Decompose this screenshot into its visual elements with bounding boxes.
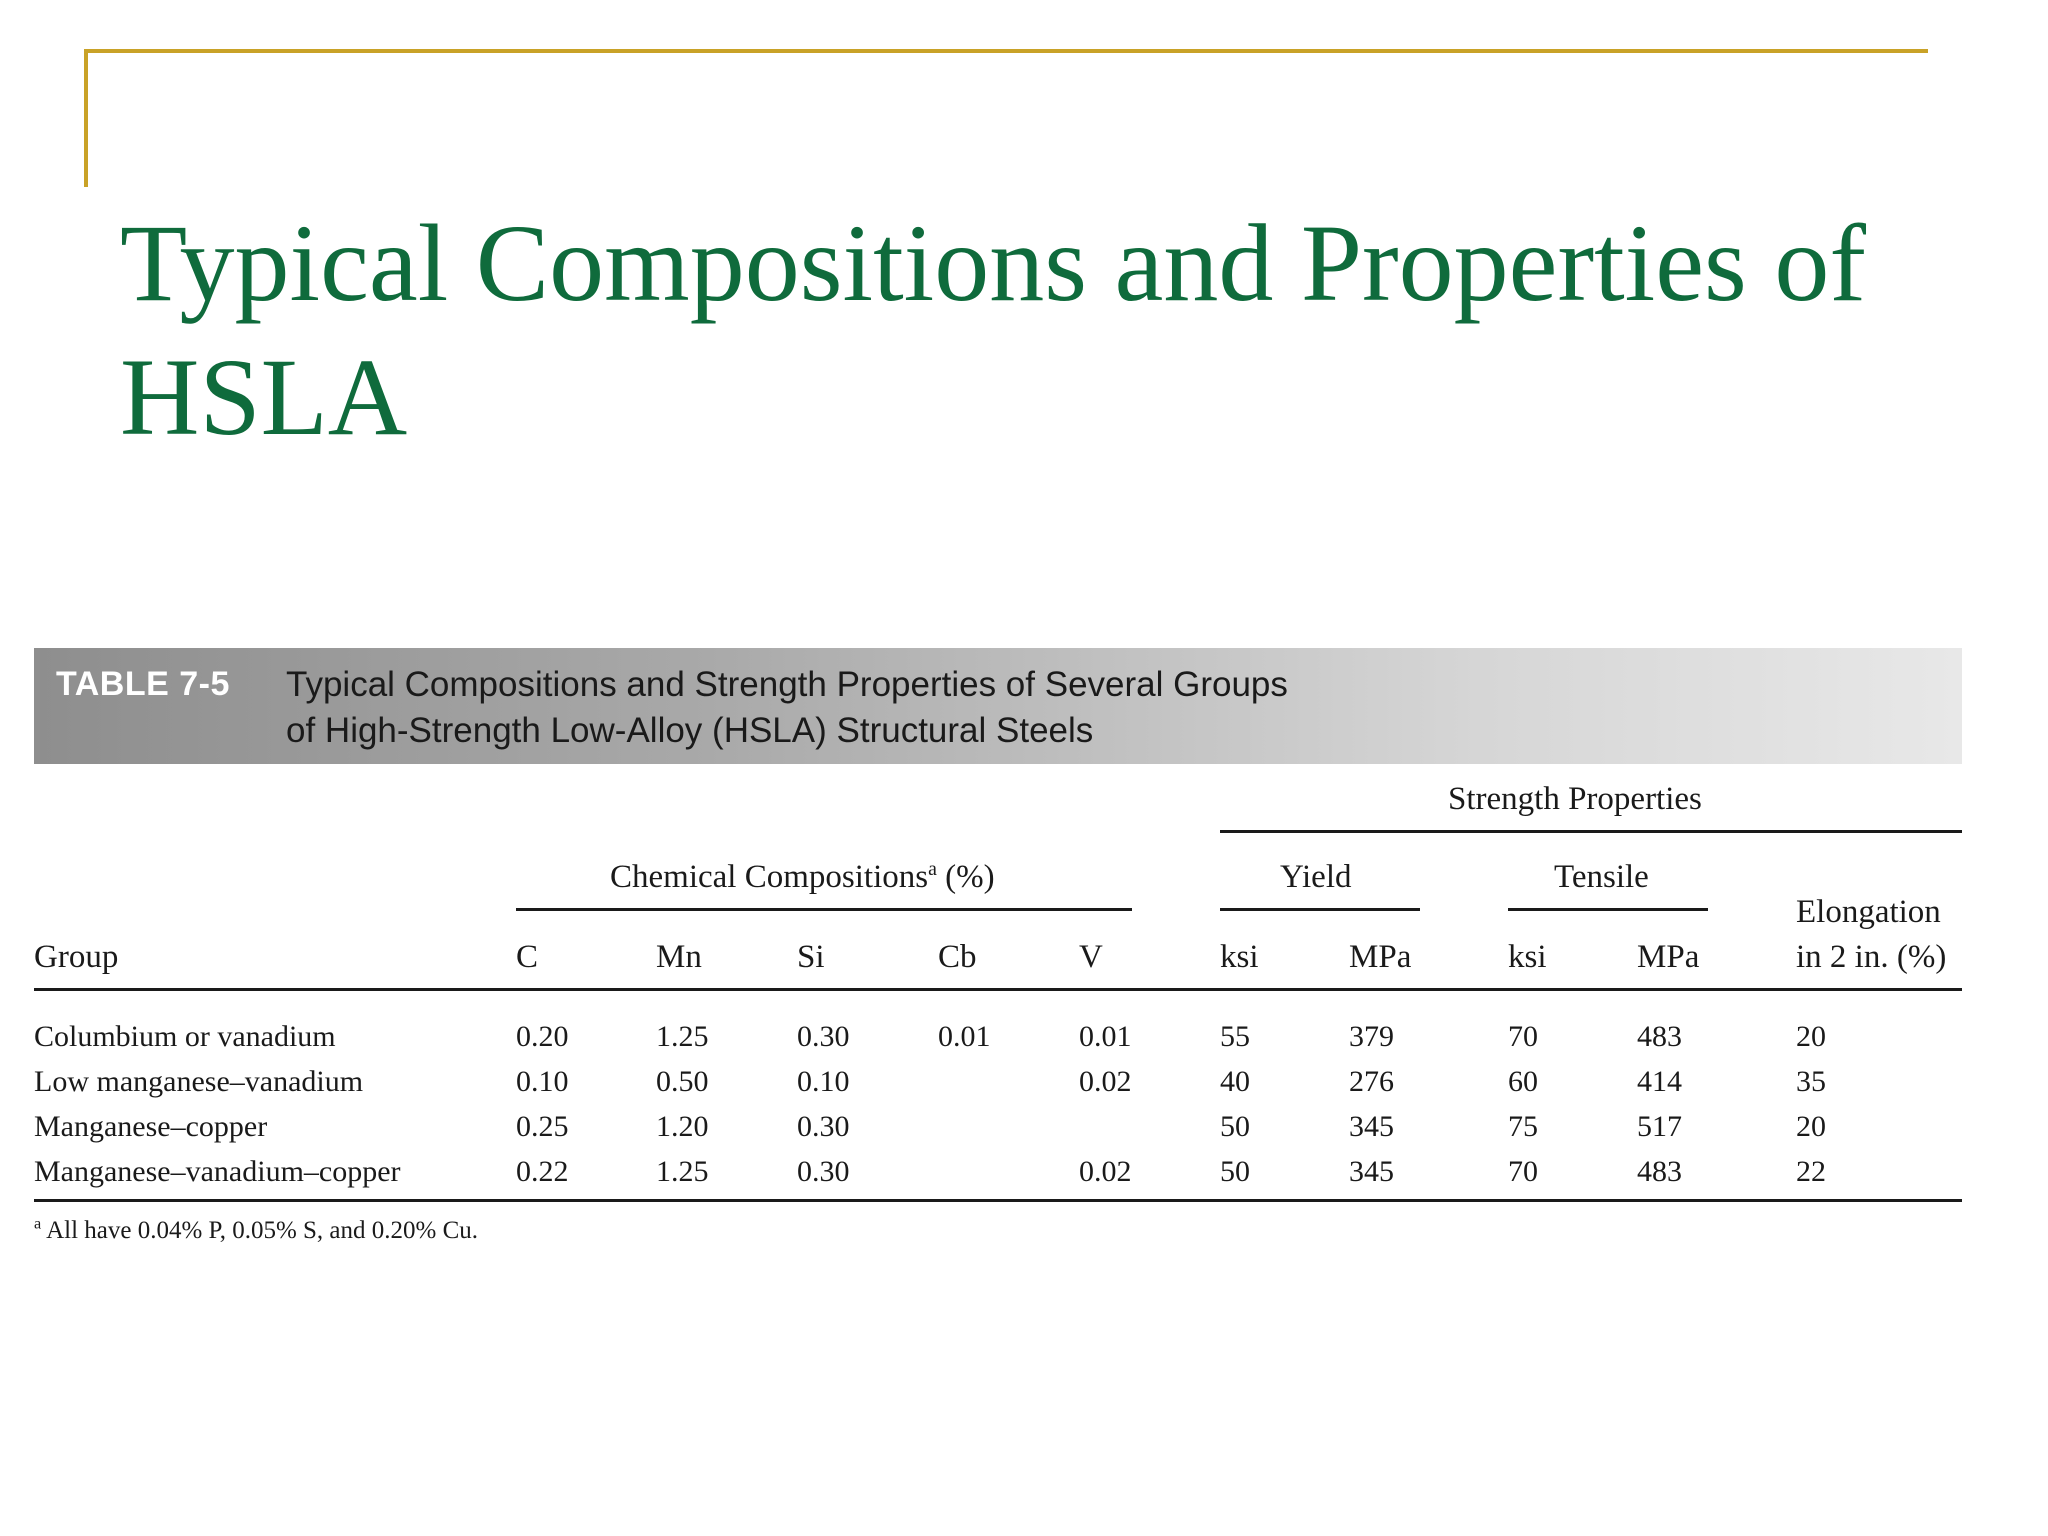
cell-v: 0.02 [1079, 1065, 1132, 1098]
header-mn: Mn [656, 939, 702, 975]
header-tensile: Tensile [1554, 859, 1649, 895]
rule-chemical-compositions [516, 908, 1132, 911]
table-caption-line-1: Typical Compositions and Strength Properties of Several Groups [286, 665, 1288, 704]
cell-elongation: 35 [1796, 1065, 1826, 1098]
cell-mn: 1.25 [656, 1020, 709, 1053]
header-v: V [1079, 939, 1103, 975]
cell-tensile-mpa: 483 [1637, 1155, 1682, 1188]
cell-yield-mpa: 276 [1349, 1065, 1394, 1098]
table-footnote [34, 1216, 478, 1246]
cell-yield-ksi: 40 [1220, 1065, 1250, 1098]
header-yield: Yield [1280, 859, 1352, 895]
cell-v: 0.02 [1079, 1155, 1132, 1188]
header-tensile-ksi: ksi [1508, 939, 1547, 975]
header-chemical-compositions-footnote-mark: a [928, 858, 937, 880]
cell-c: 0.10 [516, 1065, 569, 1098]
cell-group: Manganese–copper [34, 1110, 268, 1143]
cell-mn: 1.20 [656, 1110, 709, 1143]
cell-si: 0.30 [797, 1155, 850, 1188]
cell-yield-ksi: 50 [1220, 1155, 1250, 1188]
rule-header-bottom [34, 988, 1962, 991]
header-group: Group [34, 939, 119, 975]
cell-yield-ksi: 50 [1220, 1110, 1250, 1143]
cell-tensile-mpa: 483 [1637, 1020, 1682, 1053]
cell-group: Columbium or vanadium [34, 1020, 336, 1053]
rule-yield [1220, 908, 1420, 911]
cell-v: 0.01 [1079, 1020, 1132, 1053]
cell-elongation: 20 [1796, 1110, 1826, 1143]
cell-c: 0.20 [516, 1020, 569, 1053]
header-cb: Cb [938, 939, 977, 975]
table-caption [286, 662, 1486, 754]
cell-yield-mpa: 379 [1349, 1020, 1394, 1053]
table-caption-line-2: of High-Strength Low-Alloy (HSLA) Structural Steels [286, 711, 1094, 750]
slide-frame-left-rule [84, 49, 88, 187]
cell-tensile-mpa: 517 [1637, 1110, 1682, 1143]
cell-yield-mpa: 345 [1349, 1155, 1394, 1188]
header-chemical-compositions [610, 858, 995, 896]
header-elongation-line-2: in 2 in. (%) [1796, 939, 1947, 975]
header-strength-properties: Strength Properties [1448, 781, 1702, 817]
header-c: C [516, 939, 539, 975]
cell-group: Low manganese–vanadium [34, 1065, 364, 1098]
cell-tensile-ksi: 70 [1508, 1155, 1538, 1188]
cell-tensile-ksi: 75 [1508, 1110, 1538, 1143]
header-yield-mpa: MPa [1349, 939, 1412, 975]
slide-frame-top-rule [84, 49, 1928, 53]
footnote-text: All have 0.04% P, 0.05% S, and 0.20% Cu. [46, 1217, 479, 1244]
table-number-label: TABLE 7-5 [56, 665, 230, 703]
rule-strength-properties [1220, 830, 1962, 833]
header-yield-ksi: ksi [1220, 939, 1259, 975]
cell-tensile-ksi: 70 [1508, 1020, 1538, 1053]
rule-tensile [1508, 908, 1708, 911]
header-elongation-line-1: Elongation [1796, 894, 1941, 930]
cell-tensile-mpa: 414 [1637, 1065, 1682, 1098]
cell-group: Manganese–vanadium–copper [34, 1155, 401, 1188]
cell-yield-mpa: 345 [1349, 1110, 1394, 1143]
rule-table-bottom [34, 1199, 1962, 1202]
cell-yield-ksi: 55 [1220, 1020, 1250, 1053]
cell-si: 0.30 [797, 1110, 850, 1143]
header-tensile-mpa: MPa [1637, 939, 1700, 975]
cell-elongation: 22 [1796, 1155, 1826, 1188]
header-si: Si [797, 939, 825, 975]
header-chemical-compositions-unit: (%) [945, 859, 995, 895]
header-chemical-compositions-label: Chemical Compositions [610, 859, 929, 895]
cell-mn: 0.50 [656, 1065, 709, 1098]
slide-title: Typical Compositions and Properties of HSLA [120, 202, 1866, 458]
cell-tensile-ksi: 60 [1508, 1065, 1538, 1098]
cell-c: 0.25 [516, 1110, 569, 1143]
cell-cb: 0.01 [938, 1020, 991, 1053]
cell-si: 0.30 [797, 1020, 850, 1053]
cell-si: 0.10 [797, 1065, 850, 1098]
cell-mn: 1.25 [656, 1155, 709, 1188]
cell-elongation: 20 [1796, 1020, 1826, 1053]
cell-c: 0.22 [516, 1155, 569, 1188]
footnote-mark: a [34, 1214, 42, 1233]
